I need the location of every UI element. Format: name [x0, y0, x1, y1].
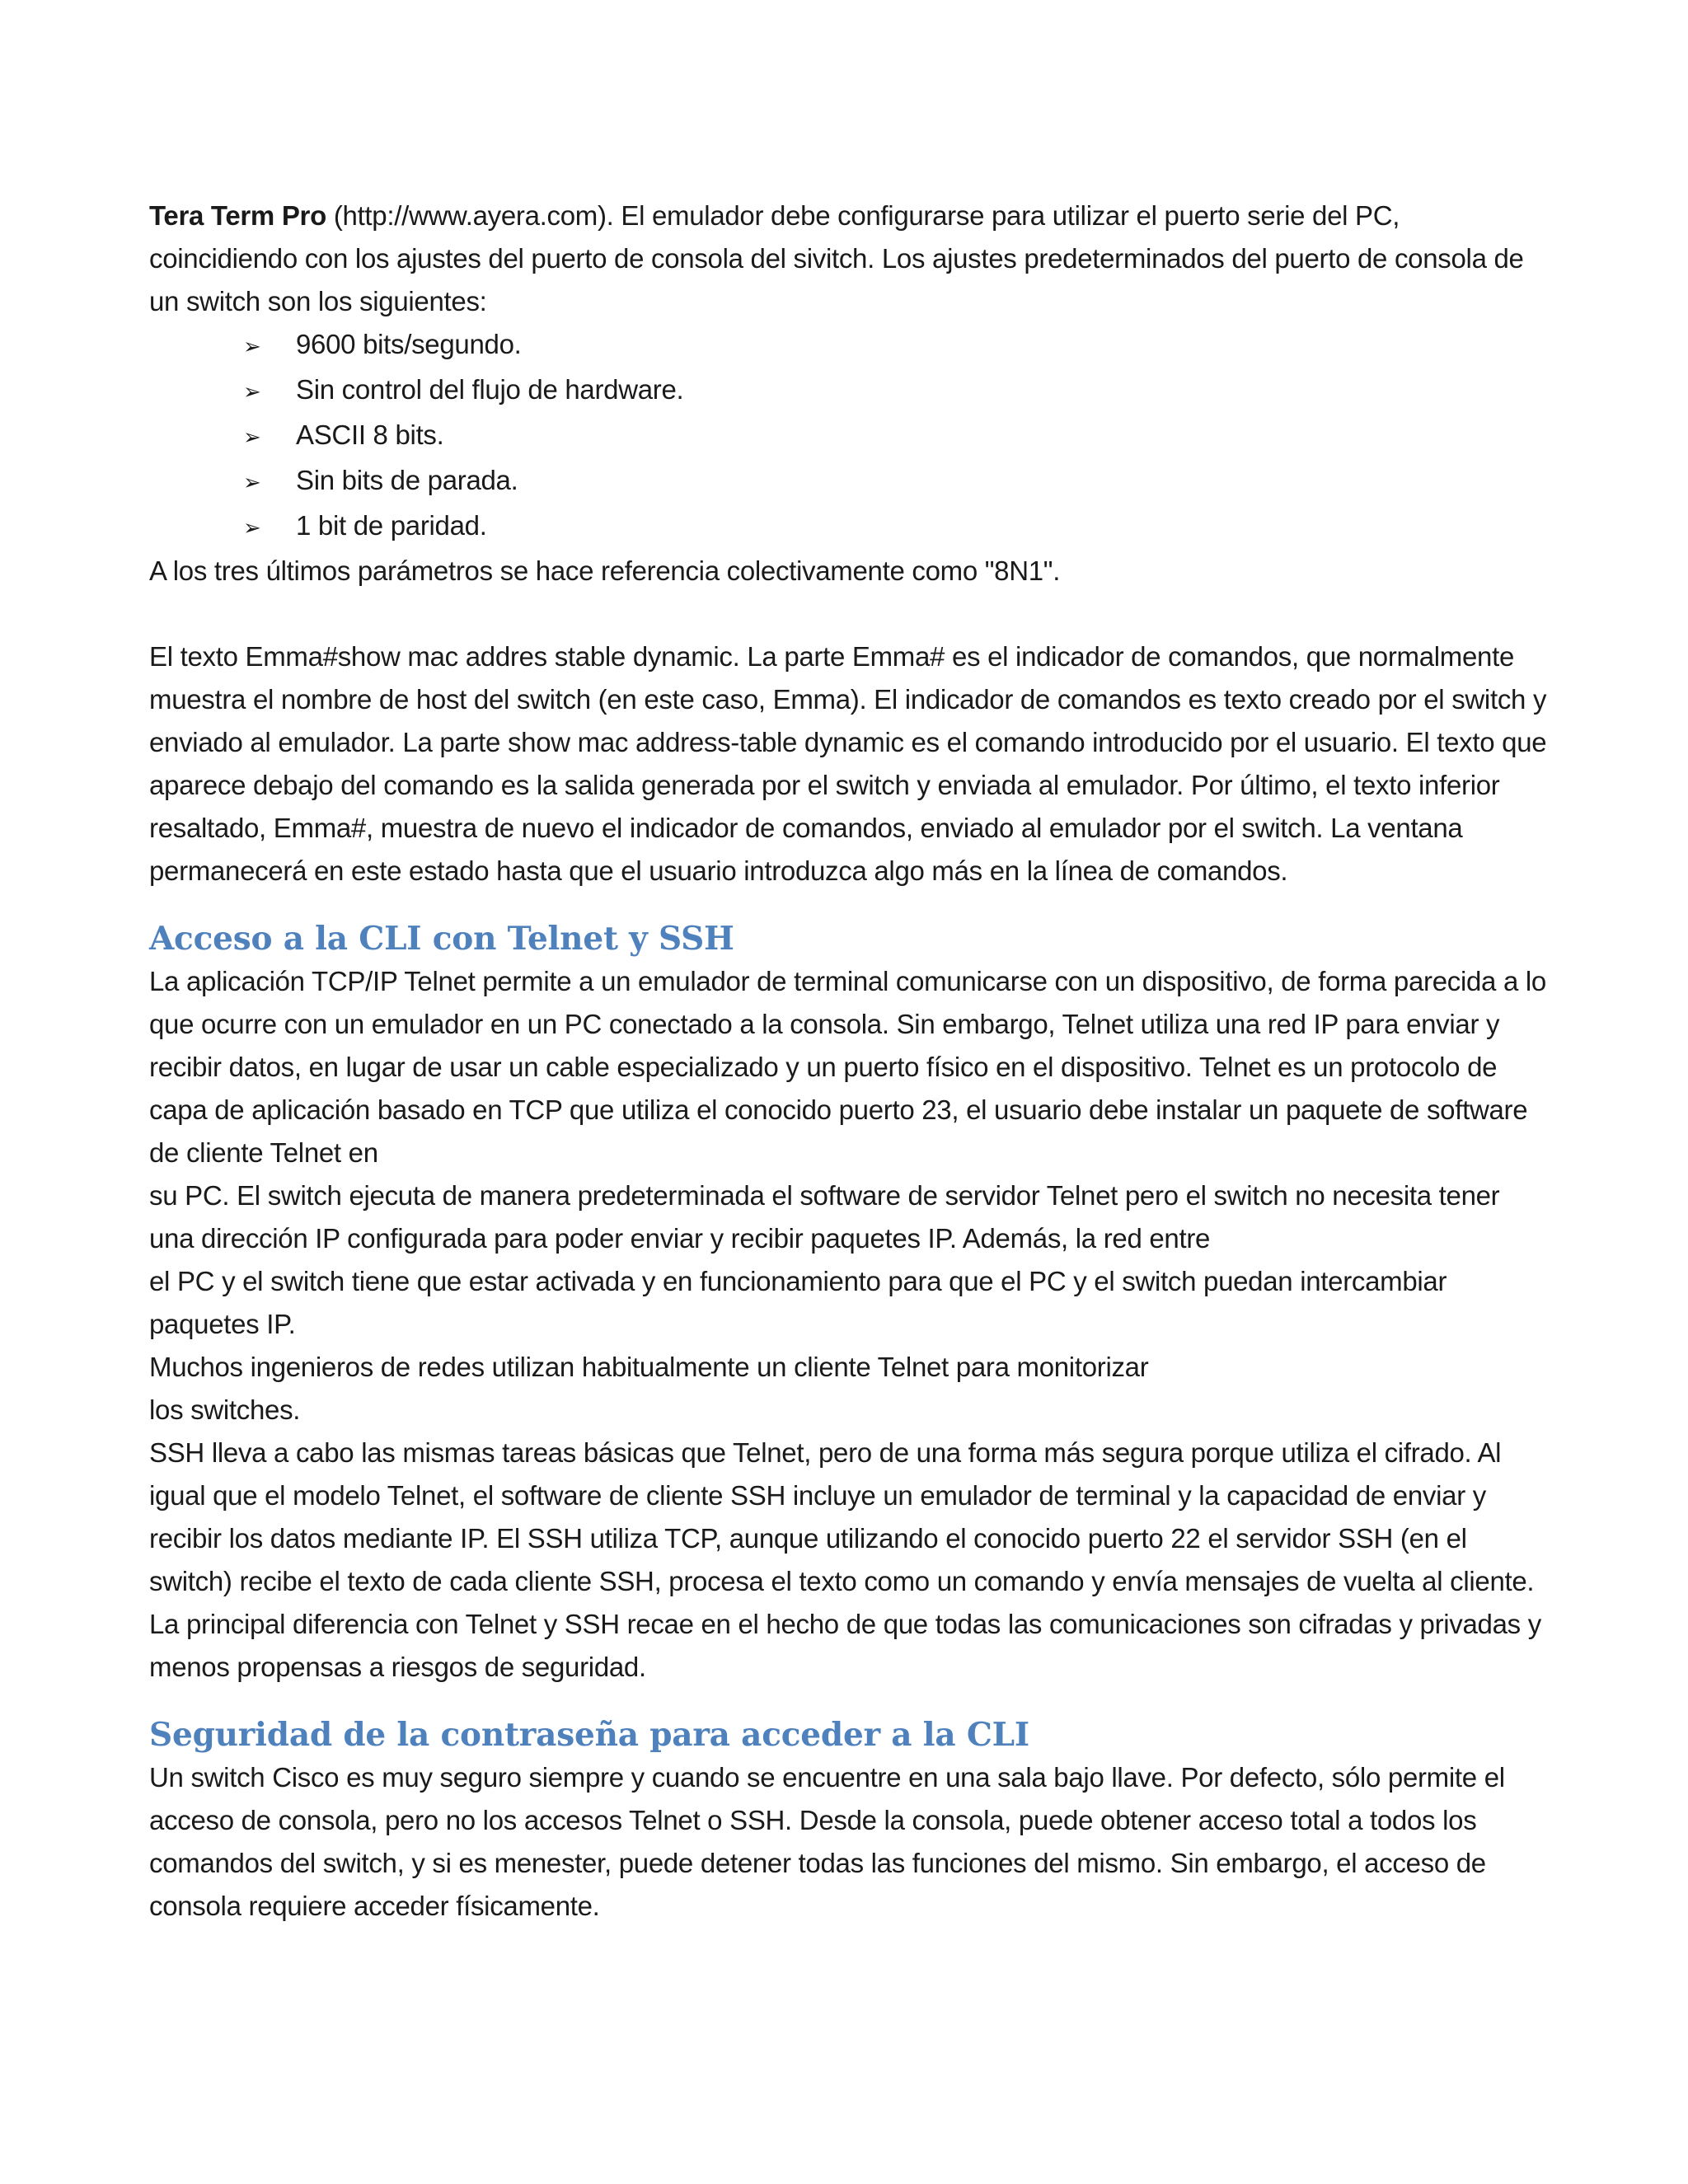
password-paragraph: Un switch Cisco es muy seguro siempre y cuando se encuentre en una sala bajo llave. Por defecto, sólo permite el acceso de consola, pero no los accesos Telnet o SSH. Desde la consola, puede obtener acceso total a todos los comandos del switch, y si es menester, puede detener todas las funciones del mismo. Sin embargo, el acceso de consola requiere acceder físicamente.	[149, 1762, 1505, 1921]
section-heading-password: Seguridad de la contraseña para acceder a la CLI	[149, 1716, 1029, 1754]
list-item: ➢ Sin bits de parada.	[243, 459, 1550, 504]
product-name: Tera Term Pro	[149, 200, 326, 231]
arrow-bullet-icon: ➢	[243, 516, 261, 541]
telnet-paragraph: el PC y el switch tiene que estar activada y en funcionamiento para que el PC y el switch puedan intercambiar paquetes IP.	[149, 1266, 1447, 1339]
telnet-paragraph: Muchos ingenieros de redes utilizan habitualmente un cliente Telnet para monitorizar	[149, 1352, 1149, 1382]
intro-text: (http://www.ayera.com). El emulador debe configurarse para utilizar el puerto serie del PC, coincidiendo con los ajustes del puerto de consola del sivitch. Los ajustes predeterminados del puerto de consola de un switch son los siguientes:	[149, 200, 1524, 316]
ssh-paragraph: SSH lleva a cabo las mismas tareas básicas que Telnet, pero de una forma más segura porque utiliza el cifrado. Al igual que el modelo Telnet, el software de cliente SSH incluye un emulador de terminal y la capacidad de enviar y recibir los datos mediante IP. El SSH utiliza TCP, aunque utilizando el conocido puerto 22 el servidor SSH (en el switch) recibe el texto de cada cliente SSH, procesa el texto como un comando y envía mensajes de vuelta al cliente. La principal diferencia con Telnet y SSH recae en el hecho de que todas las comunicaciones son cifradas y privadas y menos propensas a riesgos de seguridad.	[149, 1437, 1541, 1682]
list-item: ➢ Sin control del flujo de hardware.	[243, 368, 1550, 414]
telnet-paragraph: su PC. El switch ejecuta de manera predeterminada el software de servidor Telnet pero el switch no necesita tener una dirección IP configurada para poder enviar y recibir paquetes IP. Además, la red entre	[149, 1180, 1500, 1254]
settings-list	[149, 323, 1550, 550]
telnet-paragraph: La aplicación TCP/IP Telnet permite a un emulador de terminal comunicarse con un dispositivo, de forma parecida a lo que ocurre con un emulador en un PC conectado a la consola. Sin embargo, Telnet utiliza una red IP para enviar y recibir datos, en lugar de usar un cable especializado y un puerto físico en el dispositivo. Telnet es un protocolo de capa de aplicación basado en TCP que utiliza el conocido puerto 23, el usuario debe instalar un paquete de software de cliente Telnet en	[149, 966, 1546, 1168]
list-item: ➢ 1 bit de paridad.	[243, 504, 1550, 550]
document-page	[149, 194, 1550, 1928]
emma-paragraph: El texto Emma#show mac addres stable dynamic. La parte Emma# es el indicador de comandos, que normalmente muestra el nombre de host del switch (en este caso, Emma). El indicador de comandos es texto creado por el switch y enviado al emulador. La parte show mac address-table dynamic es el comando introducido por el usuario. El texto que aparece debajo del comando es la salida generada por el switch y enviada al emulador. Por último, el texto inferior resaltado, Emma#, muestra de nuevo el indicador de comandos, enviado al emulador por el switch. La ventana permanecerá en este estado hasta que el usuario introduzca algo más en la línea de comandos.	[149, 641, 1547, 886]
arrow-bullet-icon: ➢	[243, 425, 261, 450]
arrow-bullet-icon: ➢	[243, 471, 261, 495]
arrow-bullet-icon: ➢	[243, 335, 261, 359]
telnet-paragraph: los switches.	[149, 1394, 301, 1425]
blank-line	[149, 593, 1550, 635]
list-item: ➢ 9600 bits/segundo.	[243, 323, 1550, 368]
intro-paragraph	[149, 194, 1550, 323]
after-list-paragraph: A los tres últimos parámetros se hace referencia colectivamente como "8N1".	[149, 555, 1061, 586]
arrow-bullet-icon: ➢	[243, 380, 261, 405]
list-item: ➢ ASCII 8 bits.	[243, 414, 1550, 459]
section-heading-telnet: Acceso a la CLI con Telnet y SSH	[149, 920, 734, 958]
